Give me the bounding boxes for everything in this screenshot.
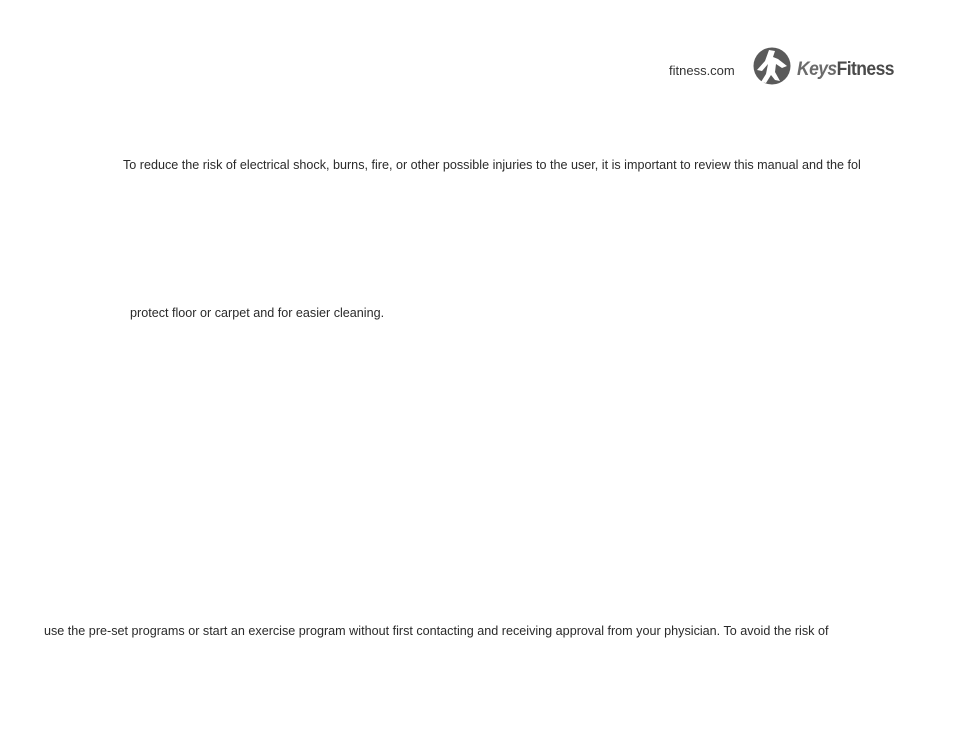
logo-word-fitness: Fitness <box>836 59 894 80</box>
body-text-line: To reduce the risk of electrical shock, burns, fire, or other possible injuries to the user, it is important to review this manual and the fol <box>123 158 861 172</box>
site-url-text: fitness.com <box>669 63 735 78</box>
body-text-line: protect floor or carpet and for easier cleaning. <box>130 306 385 320</box>
keys-fitness-logo <box>752 46 912 88</box>
logo-wordmark <box>797 59 894 81</box>
logo-word-keys: Keys <box>797 59 837 80</box>
body-text-line: use the pre-set programs or start an exercise program without first contacting and receiving approval from your physician. To avoid the risk of <box>44 624 829 638</box>
runner-icon <box>752 46 792 86</box>
